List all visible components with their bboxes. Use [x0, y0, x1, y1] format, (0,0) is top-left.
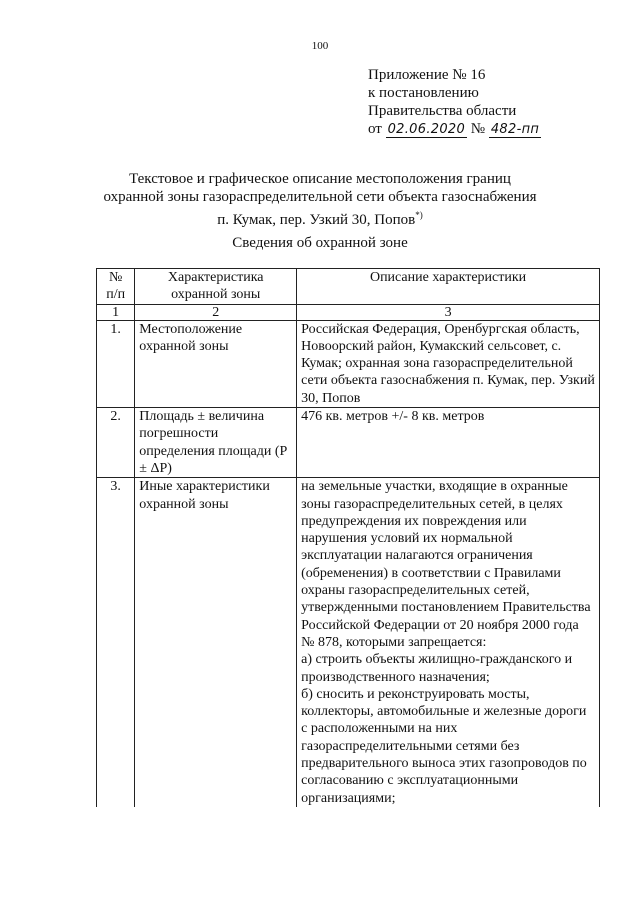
- handwritten-number: 482-пп: [490, 122, 540, 137]
- header-characteristic-line-1: Характеристика: [167, 270, 264, 285]
- protection-zone-table: [96, 268, 600, 807]
- row-characteristic: Иные характеристики охранной зоны: [135, 478, 297, 807]
- appendix-header: [368, 66, 541, 138]
- column-number-1: 1: [97, 304, 135, 320]
- document-title: [0, 170, 640, 229]
- title-line-3-text: п. Кумак, пер. Узкий 30, Попов: [217, 212, 416, 228]
- row-description: Российская Федерация, Оренбургская область, Новоорский район, Кумакский сельсовет, с. Кумак; охранная зона газораспределительной сети объекта газоснабжения п. Кумак, пер. Узкий 30, Попов: [297, 320, 600, 407]
- section-subtitle: Сведения об охранной зоне: [232, 235, 408, 251]
- title-line-1: Текстовое и графическое описание местоположения границ: [129, 171, 511, 187]
- row-number: 1.: [97, 320, 135, 407]
- header-description: Описание характеристики: [297, 269, 600, 305]
- date-prefix: от: [368, 121, 382, 137]
- appendix-line-2: к постановлению: [368, 85, 479, 101]
- row-number: 3.: [97, 478, 135, 807]
- page-number: 100: [311, 40, 329, 52]
- column-number-row: [97, 304, 600, 320]
- restrictions-intro: на земельные участки, входящие в охранные зоны газораспределительных сетей, в целях предупреждения их повреждения или нарушения условий их нормальной эксплуатации налагаются ограничения (обременения) в соответствии с Правилами охраны газораспределительных сетей, утвержденными постановлением Правительства Российской Федерации от 20 ноября 2000 года № 878, которыми запрещается:: [301, 479, 591, 650]
- handwritten-date: 02.06.2020: [387, 122, 466, 137]
- row-description: [297, 478, 600, 807]
- header-characteristic-line-2: охранной зоны: [171, 287, 261, 303]
- header-characteristic: [135, 269, 297, 305]
- header-number-line-1: №: [108, 270, 123, 285]
- row-characteristic: Площадь ± величина погрешности определения площади (P ± ΔP): [135, 408, 297, 478]
- appendix-line-3: Правительства области: [368, 103, 517, 119]
- appendix-line-1: Приложение № 16: [368, 67, 486, 83]
- table-row: [97, 478, 600, 807]
- table-row: [97, 320, 600, 407]
- restriction-item-b: б) сносить и реконструировать мосты, коллекторы, автомобильные и железные дороги с расположенными на них газораспределительными сетями без предварительного выноса этих газопроводов по согласованию с эксплуатационными организациями;: [301, 686, 587, 806]
- header-number: [97, 269, 135, 305]
- footnote-mark: *): [415, 210, 423, 220]
- column-number-3: 3: [297, 304, 600, 320]
- number-prefix: №: [470, 121, 486, 137]
- column-number-2: 2: [135, 304, 297, 320]
- row-number: 2.: [97, 408, 135, 478]
- title-line-2: охранной зоны газораспределительной сети объекта газоснабжения: [103, 189, 537, 205]
- row-characteristic: Местоположение охранной зоны: [135, 320, 297, 407]
- table-header-row: [97, 269, 600, 305]
- restriction-item-a: а) строить объекты жилищно-гражданского и производственного назначения;: [301, 652, 573, 685]
- title-line-3: [0, 206, 640, 229]
- header-number-line-2: п/п: [106, 287, 126, 303]
- table-row: [97, 408, 600, 478]
- row-description: 476 кв. метров +/- 8 кв. метров: [297, 408, 600, 478]
- appendix-date-line: [368, 120, 541, 138]
